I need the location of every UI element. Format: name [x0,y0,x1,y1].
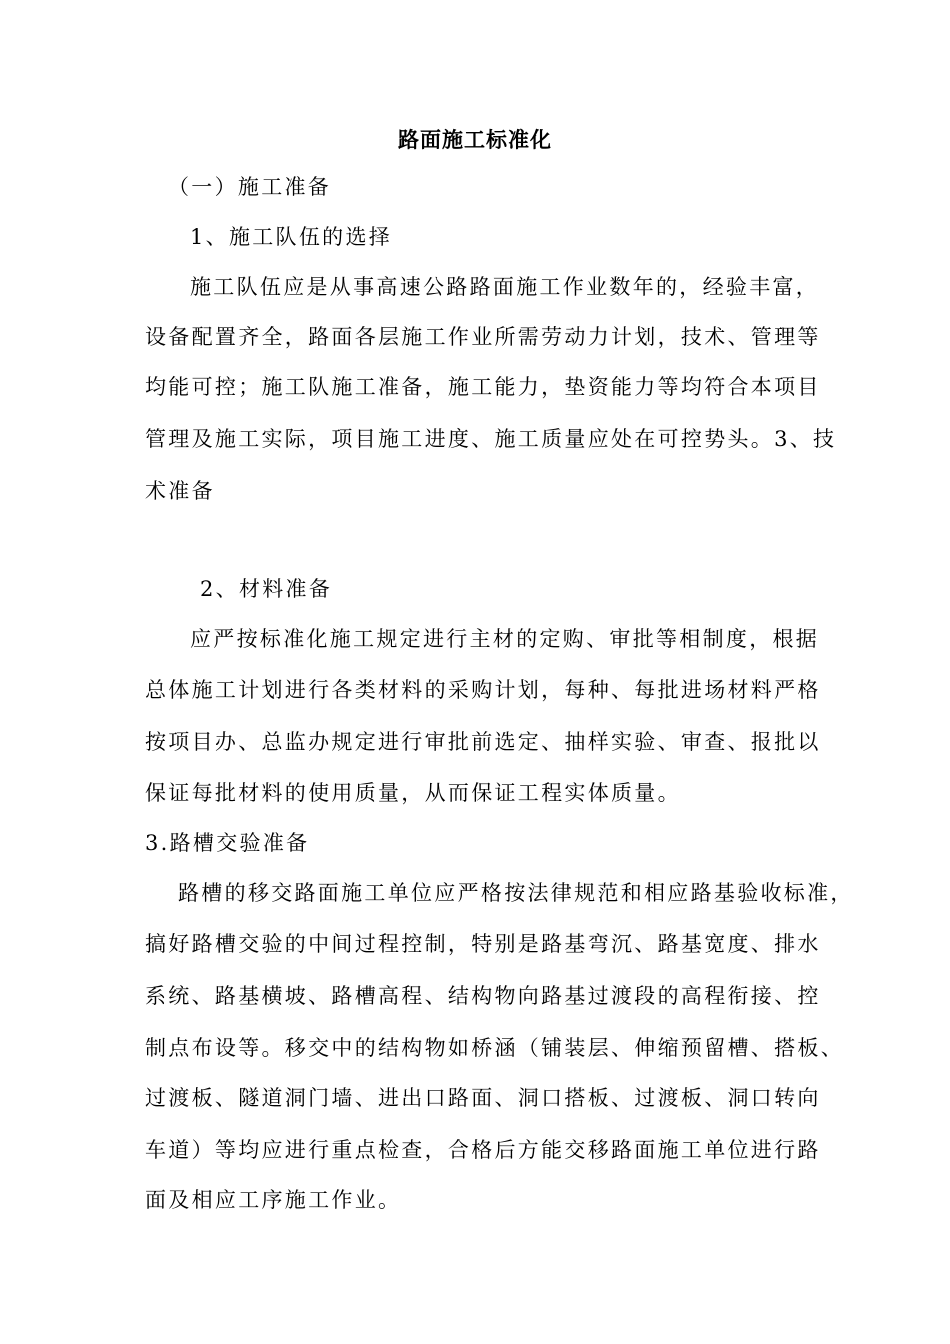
section-heading-preparation: （一）施工准备 [168,175,332,199]
subheading-materials: 2、材料准备 [200,577,333,601]
paragraph-line: 总体施工计划进行各类材料的采购计划，每种、每批进场材料严格 [145,678,821,702]
paragraph-line: 按项目办、总监办规定进行审批前选定、抽样实验、审查、报批以 [145,730,821,754]
paragraph-line: 过渡板、隧道洞门墙、进出口路面、洞口搭板、过渡板、洞口转向 [145,1086,821,1110]
paragraph-line: 搞好路槽交验的中间过程控制，特别是路基弯沉、路基宽度、排水 [145,932,821,956]
paragraph-line: 系统、路基横坡、路槽高程、结构物向路基过渡段的高程衔接、控 [145,984,821,1008]
paragraph-line: 管理及施工实际，项目施工进度、施工质量应处在可控势头。3、技 [145,427,837,451]
subheading-team-selection: 1、施工队伍的选择 [190,225,393,249]
paragraph-line: 车道）等均应进行重点检查，合格后方能交移路面施工单位进行路 [145,1138,821,1162]
paragraph-line: 设备配置齐全，路面各层施工作业所需劳动力计划，技术、管理等 [145,325,821,349]
document-title: 路面施工标准化 [398,127,552,152]
paragraph-line: 路槽的移交路面施工单位应严格按法律规范和相应路基验收标准， [178,881,854,905]
paragraph-line: 制点布设等。移交中的结构物如桥涵（铺装层、伸缩预留槽、搭板、 [145,1036,844,1060]
paragraph-line: 均能可控；施工队施工准备，施工能力，垫资能力等均符合本项目 [145,375,821,399]
paragraph-line: 应严按标准化施工规定进行主材的定购、审批等相制度，根据 [190,627,820,651]
subheading-roadbed-handover: 3.路槽交验准备 [145,831,310,855]
paragraph-line: 施工队伍应是从事高速公路路面施工作业数年的，经验丰富， [190,275,820,299]
paragraph-line: 保证每批材料的使用质量，从而保证工程实体质量。 [145,781,681,805]
paragraph-line: 面及相应工序施工作业。 [145,1188,402,1212]
paragraph-line: 术准备 [145,479,215,503]
